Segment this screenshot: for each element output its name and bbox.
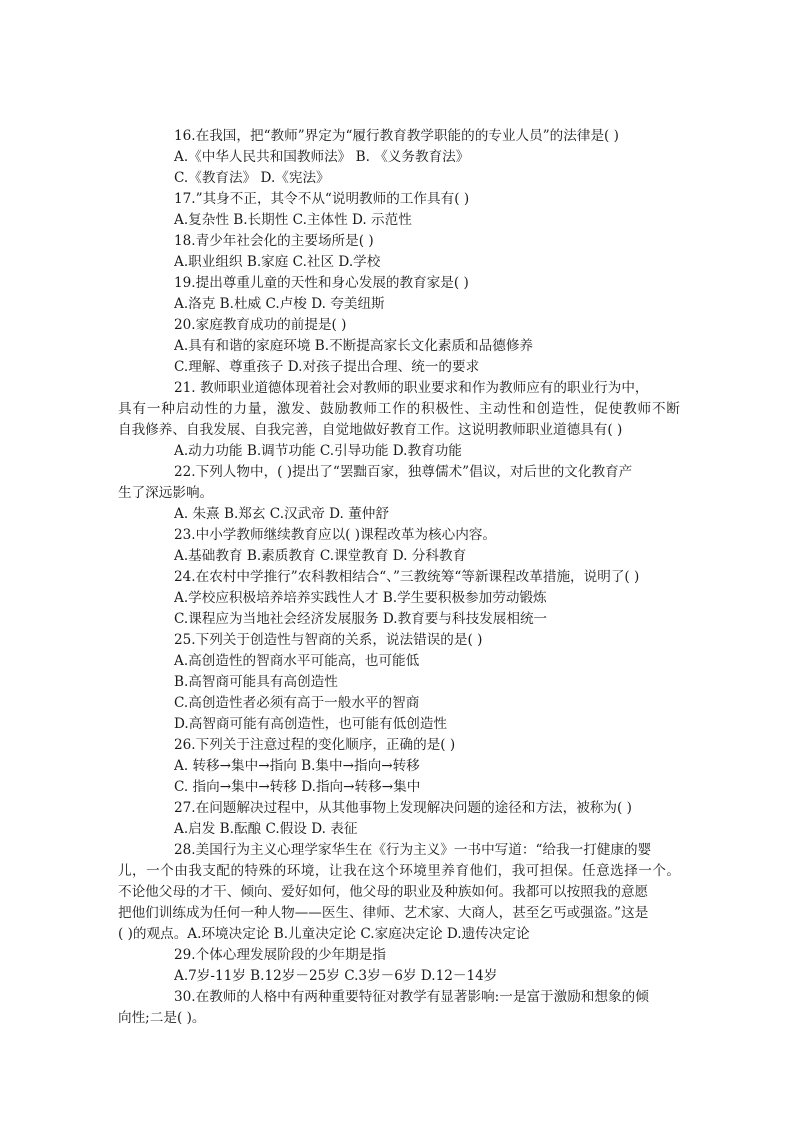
text-line: 自我修养、自我发展、自我完善，自觉地做好教育工作。这说明教师职业道德具有( ) bbox=[118, 422, 623, 438]
text-line: ( )的观点。A.环境决定论 B.儿童决定论 C.家庭决定论 D.遗传决定论 bbox=[118, 926, 530, 942]
text-line: 23.中小学教师继续教育应以( )课程改革为核心内容。 bbox=[174, 527, 497, 543]
text-line: 19.提出尊重儿童的天性和身心发展的教育家是( ) bbox=[174, 275, 469, 291]
text-line: 25.下列关于创造性与智商的关系，说法错误的是( ) bbox=[174, 632, 483, 648]
text-line: A.启发 B.酝酿 C.假设 D. 表征 bbox=[174, 821, 358, 837]
text-line: 把他们训练成为任何一种人物——医生、律师、艺术家、大商人，甚至乞丐或强盗。”这是 bbox=[118, 905, 649, 921]
text-line: 22.下列人物中，( )提出了“罢黜百家，独尊儒术”倡议，对后世的文化教育产 bbox=[174, 464, 633, 480]
text-line: 29.个体心理发展阶段的少年期是指 bbox=[174, 947, 386, 963]
text-line: A.洛克 B.杜威 C.卢梭 D. 夸美纽斯 bbox=[174, 296, 385, 312]
text-line: C.《教育法》 D.《宪法》 bbox=[174, 170, 330, 186]
text-line: 儿，一个由我支配的特殊的环境，让我在这个环境里养育他们，我可担保。任意选择一个。 bbox=[118, 863, 680, 879]
text-line: A.高创造性的智商水平可能高，也可能低 bbox=[174, 653, 420, 669]
text-line: 具有一种启动性的力量，激发、鼓励教师工作的积极性、主动性和创造性，促使教师不断 bbox=[118, 401, 680, 417]
text-line: 不论他父母的才干、倾向、爱好如何，他父母的职业及种族如何。我都可以按照我的意愿 bbox=[118, 884, 649, 900]
text-line: D.高智商可能有高创造性，也可能有低创造性 bbox=[174, 716, 448, 732]
text-line: A. 朱熹 B.郑玄 C.汉武帝 D. 董仲舒 bbox=[174, 506, 389, 522]
text-line: A.《中华人民共和国教师法》 B. 《义务教育法》 bbox=[174, 149, 470, 165]
text-line: A.基础教育 B.素质教育 C.课堂教育 D. 分科教育 bbox=[174, 548, 467, 564]
text-line: A.7岁-11岁 B.12岁－25岁 C.3岁－6岁 D.12－14岁 bbox=[174, 968, 498, 984]
document-body bbox=[0, 126, 794, 1029]
text-line: 30.在教师的人格中有两种重要特征对教学有显著影响:一是富于激励和想象的倾 bbox=[174, 989, 649, 1005]
text-line: A. 转移→集中→指向 B.集中→指向→转移 bbox=[174, 758, 420, 774]
text-line: 21. 教师职业道德体现着社会对教师的职业要求和作为教师应有的职业行为中， bbox=[174, 380, 649, 396]
text-line: A.学校应积极培养培养实践性人才 B.学生要积极参加劳动锻炼 bbox=[174, 590, 547, 606]
text-line: 18.青少年社会化的主要场所是( ) bbox=[174, 233, 374, 249]
text-line: C.理解、尊重孩子 D.对孩子提出合理、统一的要求 bbox=[174, 359, 480, 375]
text-line: A.动力功能 B.调节功能 C.引导功能 D.教育功能 bbox=[174, 443, 462, 459]
text-line: A.职业组织 B.家庭 C.社区 D.学校 bbox=[174, 254, 381, 270]
text-line: 向性;二是( )。 bbox=[118, 1010, 206, 1026]
text-line: 16.在我国，把“教师”界定为“履行教育教学职能的的专业人员”的法律是( ) bbox=[174, 128, 619, 144]
text-line: 24.在农村中学推行”农科教相结合“、”三教统筹“等新课程改革措施，说明了( ) bbox=[174, 569, 640, 585]
text-line: A.复杂性 B.长期性 C.主体性 D. 示范性 bbox=[174, 212, 412, 228]
text-line: A.具有和谐的家庭环境 B.不断提高家长文化素质和品德修养 bbox=[174, 338, 534, 354]
text-line: 28.美国行为主义心理学家华生在《行为主义》一书中写道：“给我一打健康的婴 bbox=[174, 842, 652, 858]
text-line: 生了深远影响。 bbox=[118, 485, 214, 501]
text-line: 27.在问题解决过程中，从其他事物上发现解决问题的途径和方法，被称为( ) bbox=[174, 800, 632, 816]
text-line: B.高智商可能具有高创造性 bbox=[174, 674, 338, 690]
text-line: C. 指向→集中→转移 D.指向→转移→集中 bbox=[174, 779, 421, 795]
text-line: C.高创造性者必须有高于一般水平的智商 bbox=[174, 695, 420, 711]
text-line: 17.”其身不正，其令不从“说明教师的工作具有( ) bbox=[174, 191, 470, 207]
text-line: 20.家庭教育成功的前提是( ) bbox=[174, 317, 347, 333]
text-line: C.课程应为当地社会经济发展服务 D.教育要与科技发展相统一 bbox=[174, 611, 548, 627]
text-line: 26.下列关于注意过程的变化顺序，正确的是( ) bbox=[174, 737, 456, 753]
